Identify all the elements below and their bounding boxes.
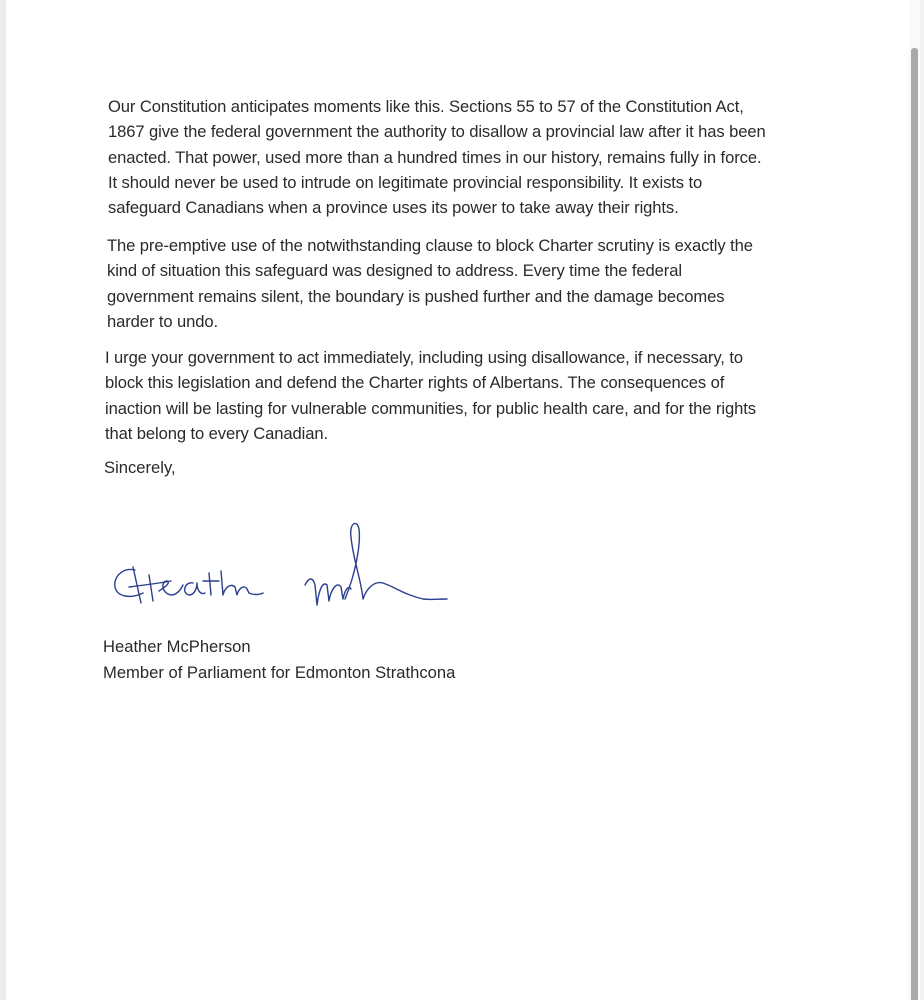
text-line: kind of situation this safeguard was designed to address. Every time the federal bbox=[107, 261, 682, 281]
text-line: I urge your government to act immediately, including using disallowance, if necessary, to bbox=[105, 348, 743, 367]
text-line: safeguard Canadians when a province uses its power to take away their rights. bbox=[108, 198, 679, 218]
text-line: that belong to every Canadian. bbox=[105, 423, 329, 443]
text-line: government remains silent, the boundary is pushed further and the damage becomes bbox=[107, 286, 725, 306]
paragraph-disallowance-power bbox=[108, 94, 808, 220]
paragraph-call-to-action bbox=[105, 345, 805, 446]
text-line: 1867 give the federal government the authority to disallow a provincial law after it has been bbox=[108, 122, 766, 142]
vertical-scrollbar-thumb[interactable] bbox=[911, 48, 918, 1000]
signer-title: Member of Parliament for Edmonton Strathcona bbox=[103, 663, 456, 682]
text-line: inaction will be lasting for vulnerable communities, for public health care, and for the rights bbox=[105, 398, 756, 418]
page-right-edge bbox=[920, 0, 924, 1000]
text-line: It should never be used to intrude on legitimate provincial responsibility. It exists to bbox=[108, 172, 703, 192]
paragraph-notwithstanding-clause bbox=[107, 233, 807, 334]
handwritten-signature bbox=[105, 515, 455, 615]
text-line: harder to undo. bbox=[107, 311, 219, 331]
text-line: enacted. That power, used more than a hundred times in our history, remains fully in force. bbox=[108, 147, 762, 167]
signer-name: Heather McPherson bbox=[103, 637, 251, 656]
closing-salutation: Sincerely, bbox=[104, 458, 176, 477]
text-line: Our Constitution anticipates moments like this. Sections 55 to 57 of the Constitution Act, bbox=[108, 97, 744, 116]
text-line: block this legislation and defend the Charter rights of Albertans. The consequences of bbox=[105, 373, 725, 393]
text-line: The pre-emptive use of the notwithstanding clause to block Charter scrutiny is exactly the bbox=[107, 236, 753, 255]
